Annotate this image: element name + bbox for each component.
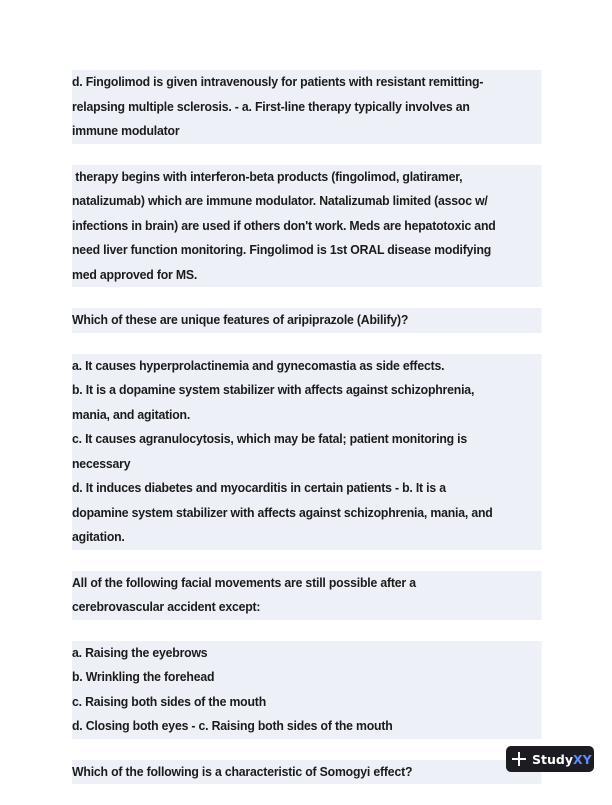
brand-accent: XY: [572, 751, 592, 767]
brand-main: Study: [532, 751, 573, 767]
text-line: necessary: [72, 452, 542, 477]
text-line: b. Wrinkling the forehead: [72, 665, 542, 690]
text-line: d. Closing both eyes - c. Raising both sides of the mouth: [72, 714, 542, 739]
plus-icon: [512, 752, 526, 766]
text-line: need liver function monitoring. Fingolimod is 1st ORAL disease modifying: [72, 238, 542, 263]
paragraph-1: [72, 70, 542, 144]
text-line: All of the following facial movements are still possible after a: [72, 571, 542, 596]
text-line: a. Raising the eyebrows: [72, 641, 542, 666]
text-line: agitation.: [72, 525, 542, 550]
question-somogyi: [72, 760, 542, 785]
paragraph-2: [72, 165, 542, 288]
text-line: c. It causes agranulocytosis, which may be fatal; patient monitoring is: [72, 427, 542, 452]
text-line: natalizumab) which are immune modulator. Natalizumab limited (assoc w/: [72, 189, 542, 214]
text-line: c. Raising both sides of the mouth: [72, 690, 542, 715]
text-line: relapsing multiple sclerosis. - a. First-line therapy typically involves an: [72, 95, 542, 120]
text-line: med approved for MS.: [72, 263, 542, 288]
answer-options-cva: [72, 641, 542, 739]
text-line: therapy begins with interferon-beta products (fingolimod, glatiramer,: [72, 165, 542, 190]
text-line: infections in brain) are used if others don't work. Meds are hepatotoxic and: [72, 214, 542, 239]
text-line: cerebrovascular accident except:: [72, 595, 542, 620]
document-body: [72, 70, 542, 805]
text-line: Which of the following is a characteristic of Somogyi effect?: [72, 760, 542, 785]
text-line: mania, and agitation.: [72, 403, 542, 428]
question-aripiprazole: [72, 308, 542, 333]
text-line: d. Fingolimod is given intravenously for patients with resistant remitting-: [72, 70, 542, 95]
question-cva: [72, 571, 542, 620]
answer-options-aripiprazole: [72, 354, 542, 550]
text-line: Which of these are unique features of aripiprazole (Abilify)?: [72, 308, 542, 333]
studyxy-badge[interactable]: [506, 746, 594, 772]
text-line: d. It induces diabetes and myocarditis in certain patients - b. It is a: [72, 476, 542, 501]
text-line: dopamine system stabilizer with affects against schizophrenia, mania, and: [72, 501, 542, 526]
text-line: b. It is a dopamine system stabilizer with affects against schizophrenia,: [72, 378, 542, 403]
text-line: immune modulator: [72, 119, 542, 144]
text-line: a. It causes hyperprolactinemia and gynecomastia as side effects.: [72, 354, 542, 379]
